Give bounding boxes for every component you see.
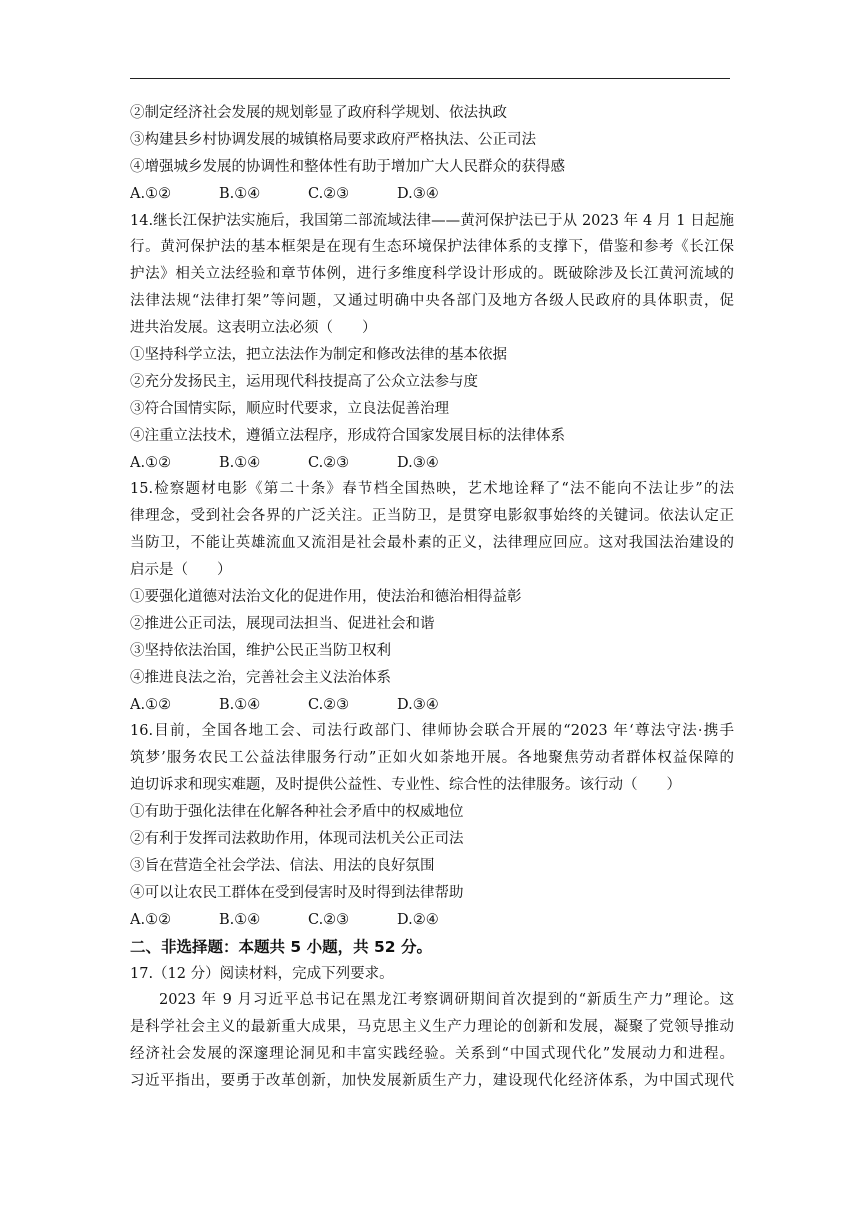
page-content xyxy=(130,100,734,1095)
question-14 xyxy=(130,208,734,477)
q16-item-4: ④可以让农民工群体在受到侵害时及时得到法律帮助 xyxy=(130,884,464,901)
q16-item-3: ③旨在营造全社会学法、信法、用法的良好氛围 xyxy=(130,857,435,874)
q15-stem-line: 律理念，受到社会各界的广泛关注。正当防卫，是贯穿电影叙事始终的关键词。依法认定正 xyxy=(130,508,734,525)
q14-stem-line: 14.继长江保护法实施后，我国第二部流域法律——黄河保护法已于从 2023 年 4 月 1 日起施 xyxy=(130,212,734,229)
q16-options xyxy=(130,907,734,934)
q14-options xyxy=(130,450,734,477)
option-c[interactable]: C.②③ xyxy=(308,911,350,928)
q17-material-line: 经济社会发展的深邃理论洞见和丰富实践经验。关系到“中国式现代化”发展动力和进程。 xyxy=(130,1046,734,1063)
option-a[interactable]: A.①② xyxy=(130,911,172,928)
q16-stem-line: 筑梦’服务农民工公益法律服务行动”正如火如荼地开展。各地聚焦劳动者群体权益保障的 xyxy=(130,750,734,767)
q15-options xyxy=(130,692,734,719)
q16-stem-line: 16.目前，全国各地工会、司法行政部门、律师协会联合开展的“2023 年‘尊法守法·携手 xyxy=(130,723,734,740)
option-b[interactable]: B.①④ xyxy=(219,454,261,471)
q15-item-3: ③坚持依法治国，维护公民正当防卫权利 xyxy=(130,642,391,659)
header-rule xyxy=(130,78,730,79)
option-b[interactable]: B.①④ xyxy=(219,911,261,928)
question-16 xyxy=(130,718,734,933)
option-d[interactable]: D.②④ xyxy=(397,911,439,928)
q16-item-1: ①有助于强化法律在化解各种社会矛盾中的权威地位 xyxy=(130,804,464,821)
q17-material-line: 2023 年 9 月习近平总书记在黑龙江考察调研期间首次提到的“新质生产力”理论。这 xyxy=(159,992,734,1009)
q14-stem-line: 法律法规“法律打架”等问题，又通过明确中央各部门及地方各级人民政府的具体职责，促 xyxy=(130,293,734,310)
option-b[interactable]: B.①④ xyxy=(219,185,261,202)
section-heading: 二、非选择题：本题共 5 小题，共 52 分。 xyxy=(130,937,432,956)
q13-item-4: ④增强城乡发展的协调性和整体性有助于增加广大人民群众的获得感 xyxy=(130,158,565,175)
q14-stem-line: 护法》相关立法经验和章节体例，进行多维度科学设计形成的。既破除涉及长江黄河流域的 xyxy=(130,266,734,283)
q13-item-2: ②制定经济社会发展的规划彰显了政府科学规划、依法执政 xyxy=(130,105,507,121)
q14-stem-line: 进共治发展。这表明立法必须（ ） xyxy=(130,320,377,337)
q15-stem-line: 当防卫，不能让英雄流血又流泪是社会最朴素的正义，法律理应回应。这对我国法治建设的 xyxy=(130,535,734,552)
q16-stem-line: 迫切诉求和现实难题，及时提供公益性、专业性、综合性的法律服务。该行动（ ） xyxy=(130,777,681,794)
option-d[interactable]: D.③④ xyxy=(397,454,439,471)
option-d[interactable]: D.③④ xyxy=(397,185,439,202)
option-c[interactable]: C.②③ xyxy=(308,454,350,471)
q14-item-2: ②充分发扬民主，运用现代科技提高了公众立法参与度 xyxy=(130,373,478,390)
q17-material-line: 习近平指出，要勇于改革创新，加快发展新质生产力，建设现代化经济体系，为中国式现代 xyxy=(130,1073,734,1090)
question-17 xyxy=(130,961,734,1095)
option-c[interactable]: C.②③ xyxy=(308,185,350,202)
q14-item-3: ③符合国情实际，顺应时代要求，立良法促善治理 xyxy=(130,400,449,417)
option-a[interactable]: A.①② xyxy=(130,454,172,471)
option-c[interactable]: C.②③ xyxy=(308,696,350,713)
q14-item-4: ④注重立法技术，遵循立法程序，形成符合国家发展目标的法律体系 xyxy=(130,427,565,444)
option-a[interactable]: A.①② xyxy=(130,696,172,713)
q16-item-2: ②有利于发挥司法救助作用，体现司法机关公正司法 xyxy=(130,831,464,848)
q17-stem: 17.（12 分）阅读材料，完成下列要求。 xyxy=(130,965,394,982)
q15-stem-line: 启示是（ ） xyxy=(130,562,232,579)
option-a[interactable]: A.①② xyxy=(130,185,172,202)
q15-stem-line: 15.检察题材电影《第二十条》春节档全国热映，艺术地诠释了“法不能向不法让步”的法 xyxy=(130,481,734,498)
option-b[interactable]: B.①④ xyxy=(219,696,261,713)
q14-item-1: ①坚持科学立法，把立法法作为制定和修改法律的基本依据 xyxy=(130,347,507,364)
option-d[interactable]: D.③④ xyxy=(397,696,439,713)
q13-options xyxy=(130,181,734,208)
q15-item-4: ④推进良法之治，完善社会主义法治体系 xyxy=(130,669,391,686)
q14-stem-line: 行。黄河保护法的基本框架是在现有生态环境保护法律体系的支撑下，借鉴和参考《长江保 xyxy=(130,239,734,256)
q15-item-2: ②推进公正司法，展现司法担当、促进社会和谐 xyxy=(130,615,435,632)
q13-item-3: ③构建县乡村协调发展的城镇格局要求政府严格执法、公正司法 xyxy=(130,131,536,148)
q17-material-line: 是科学社会主义的最新重大成果，马克思主义生产力理论的创新和发展，凝聚了党领导推动 xyxy=(130,1019,734,1036)
question-15 xyxy=(130,476,734,718)
q15-item-1: ①要强化道德对法治文化的促进作用，使法治和德治相得益彰 xyxy=(130,589,522,606)
